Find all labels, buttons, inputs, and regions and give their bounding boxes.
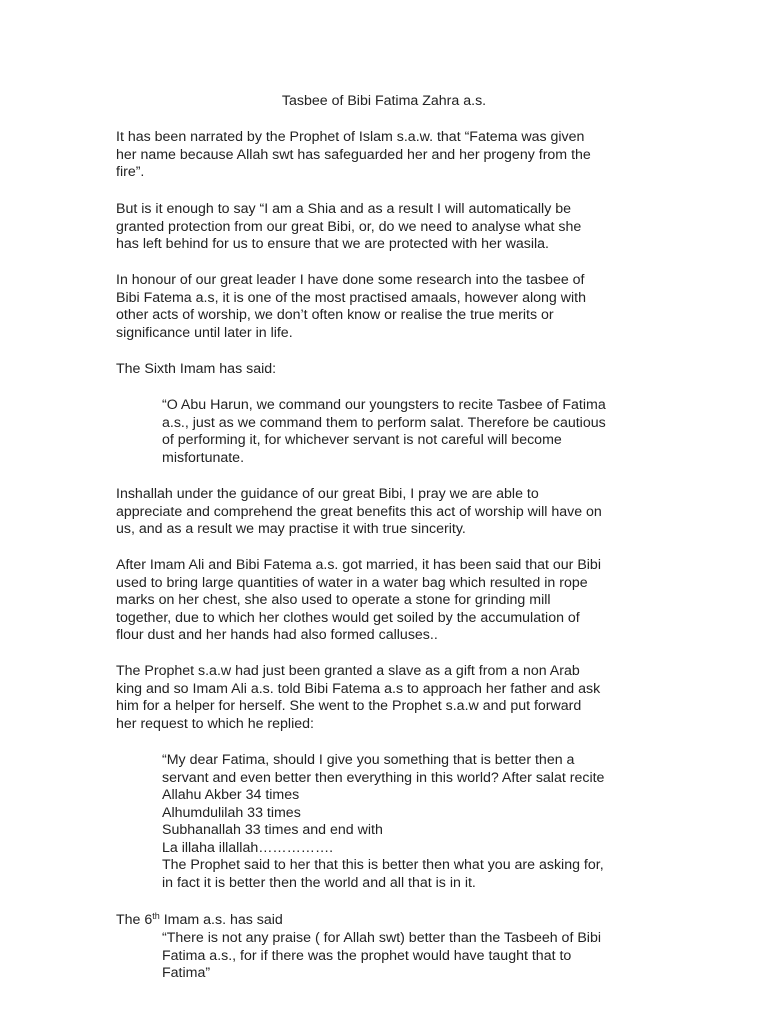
sixth-imam-heading [116, 912, 283, 930]
quote-prophet-reply [162, 752, 662, 892]
text-line: The Sixth Imam has said: [116, 361, 277, 377]
document-title: Tasbee of Bibi Fatima Zahra a.s. [281, 93, 487, 109]
quote-line: Alhumdulilah 33 times [162, 804, 301, 821]
quote-line: “There is not any praise ( for Allah swt) better than the Tasbeeh of Bibi [162, 930, 601, 946]
text-line: In honour of our great leader I have done some research into the tasbee of [116, 272, 585, 288]
heading-superscript: th [152, 911, 160, 921]
text-line: used to bring large quantities of water in a water bag which resulted in rope [116, 574, 588, 591]
quote-line: Allahu Akber 34 times [162, 787, 300, 803]
quote-abu-harun [162, 397, 662, 467]
text-line: significance until later in life. [116, 324, 293, 341]
text-line: After Imam Ali and Bibi Fatema a.s. got married, it has been said that our Bibi [116, 557, 601, 573]
text-line: But is it enough to say “I am a Shia and as a result I will automatically be [116, 201, 572, 217]
quote-line: Subhanallah 33 times and end with [162, 822, 383, 838]
paragraph-research [116, 272, 656, 342]
paragraph-sixth-imam [116, 361, 656, 379]
quote-line: La illaha illallah……………. [162, 839, 334, 856]
paragraph-marriage [116, 557, 656, 645]
text-line: us, and as a result we may practise it with true sincerity. [116, 521, 466, 537]
text-line: Inshallah under the guidance of our great Bibi, I pray we are able to [116, 486, 539, 502]
quote-line: in fact it is better then the world and all that is in it. [162, 874, 476, 891]
quote-line: misfortunate. [162, 449, 245, 466]
text-line: marks on her chest, she also used to operate a stone for grinding mill [116, 592, 551, 608]
text-line: king and so Imam Ali a.s. told Bibi Fatema a.s to approach her father and ask [116, 680, 601, 697]
paragraph-slave-gift [116, 663, 656, 733]
text-line: It has been narrated by the Prophet of Islam s.a.w. that “Fatema was given [116, 129, 585, 145]
quote-line: a.s., just as we command them to perform salat. Therefore be cautious [162, 414, 606, 431]
text-line: Bibi Fatema a.s, it is one of the most practised amaals, however along with [116, 289, 586, 306]
text-line: granted protection from our great Bibi, or, do we need to analyse what she [116, 218, 582, 235]
paragraph-narration [116, 129, 656, 182]
heading-prefix: The 6 [116, 912, 153, 928]
text-line: her name because Allah swt has safeguarded her and her progeny from the [116, 146, 591, 163]
text-line: has left behind for us to ensure that we are protected with her wasila. [116, 236, 549, 252]
quote-line: servant and even better then everything in this world? After salat recite [162, 769, 605, 786]
quote-line: of performing it, for whichever servant is not careful will become [162, 432, 562, 448]
text-line: other acts of worship, we don’t often know or realise the true merits or [116, 307, 554, 323]
paragraph-inshallah [116, 486, 656, 539]
quote-tasbeeh-praise [162, 930, 662, 983]
text-line: him for a helper for herself. She went to the Prophet s.a.w and put forward [116, 698, 582, 714]
text-line: together, due to which her clothes would get soiled by the accumulation of [116, 609, 580, 626]
quote-line: “O Abu Harun, we command our youngsters to recite Tasbee of Fatima [162, 397, 606, 413]
quote-line: Fatima” [162, 965, 211, 981]
heading-suffix: Imam a.s. has said [159, 912, 283, 928]
text-line: fire”. [116, 164, 145, 180]
quote-line: Fatima a.s., for if there was the prophet would have taught that to [162, 947, 572, 964]
text-line: her request to which he replied: [116, 715, 314, 732]
quote-line: The Prophet said to her that this is better then what you are asking for, [162, 857, 604, 873]
paragraph-shia-question [116, 201, 656, 254]
text-line: The Prophet s.a.w had just been granted a slave as a gift from a non Arab [116, 663, 580, 679]
text-line: appreciate and comprehend the great benefits this act of worship will have on [116, 503, 602, 520]
text-line: flour dust and her hands had also formed calluses.. [116, 627, 438, 643]
quote-line: “My dear Fatima, should I give you something that is better then a [162, 752, 575, 768]
